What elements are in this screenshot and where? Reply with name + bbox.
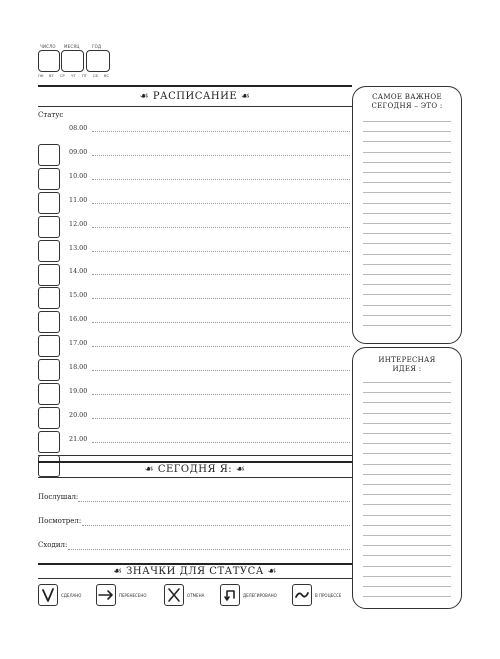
time-label: 14.00 bbox=[69, 267, 88, 276]
panel-writing-line[interactable] bbox=[363, 172, 451, 173]
panel-writing-line[interactable] bbox=[363, 545, 451, 546]
panel-writing-line[interactable] bbox=[363, 182, 451, 183]
schedule-top-rule bbox=[38, 85, 352, 87]
schedule-entry-line[interactable] bbox=[92, 346, 350, 347]
schedule-entry-line[interactable] bbox=[92, 394, 350, 395]
listened-line[interactable] bbox=[78, 501, 350, 502]
panel-writing-line[interactable] bbox=[363, 566, 451, 567]
delegate-icon bbox=[220, 584, 240, 606]
panel-writing-line[interactable] bbox=[363, 294, 451, 295]
panel-writing-line[interactable] bbox=[363, 423, 451, 424]
important-title-line1: САМОЕ ВАЖНОЕ bbox=[372, 93, 442, 101]
panel-writing-line[interactable] bbox=[363, 525, 451, 526]
panel-writing-line[interactable] bbox=[363, 192, 451, 193]
legend-in-progress-label: В ПРОЦЕССЕ bbox=[315, 593, 342, 598]
weekday-wed[interactable]: СР bbox=[60, 74, 65, 78]
legend-done-label: СДЕЛАНО bbox=[61, 593, 82, 598]
idea-title-line2: ИДЕЯ : bbox=[392, 365, 422, 373]
panel-writing-line[interactable] bbox=[363, 254, 451, 255]
status-box[interactable] bbox=[38, 359, 60, 381]
status-box[interactable] bbox=[38, 287, 60, 309]
status-box[interactable] bbox=[38, 335, 60, 357]
panel-writing-line[interactable] bbox=[363, 515, 451, 516]
schedule-entry-line[interactable] bbox=[92, 274, 350, 275]
legend-delegated-label: ДЕЛЕГИРОВАНО bbox=[243, 593, 277, 598]
panel-writing-line[interactable] bbox=[363, 233, 451, 234]
panel-writing-line[interactable] bbox=[363, 325, 451, 326]
arrow-right-icon bbox=[96, 584, 116, 606]
date-day-box[interactable] bbox=[38, 50, 60, 72]
date-day-label: ЧИСЛО bbox=[40, 44, 56, 49]
watched-label: Посмотрел: bbox=[38, 517, 82, 525]
legend-title-rule bbox=[38, 578, 352, 579]
weekday-tue[interactable]: ВТ bbox=[49, 74, 54, 78]
panel-writing-line[interactable] bbox=[363, 413, 451, 414]
date-month-label: МЕСЯЦ bbox=[64, 44, 80, 49]
idea-title bbox=[353, 356, 461, 374]
status-box[interactable] bbox=[38, 407, 60, 429]
today-title bbox=[38, 464, 352, 475]
schedule-entry-line[interactable] bbox=[92, 418, 350, 419]
time-label: 20.00 bbox=[69, 410, 88, 419]
went-label: Сходил: bbox=[38, 541, 68, 549]
status-box[interactable] bbox=[38, 240, 60, 262]
weekday-sun[interactable]: ВС bbox=[104, 74, 109, 78]
idea-title-line1: ИНТЕРЕСНАЯ bbox=[378, 356, 436, 364]
panel-writing-line[interactable] bbox=[363, 392, 451, 393]
status-box[interactable] bbox=[38, 311, 60, 333]
swirl-icon: ☙ bbox=[267, 566, 277, 577]
date-month-box[interactable] bbox=[61, 50, 84, 72]
panel-writing-line[interactable] bbox=[363, 315, 451, 316]
time-label: 09.00 bbox=[69, 147, 88, 156]
panel-writing-line[interactable] bbox=[363, 284, 451, 285]
swirl-icon: ☙ bbox=[144, 464, 155, 475]
panel-writing-line[interactable] bbox=[363, 274, 451, 275]
swirl-icon: ☙ bbox=[235, 464, 246, 475]
panel-writing-line[interactable] bbox=[363, 152, 451, 153]
schedule-entry-line[interactable] bbox=[92, 155, 350, 156]
schedule-bottom-rule bbox=[38, 455, 352, 456]
panel-writing-line[interactable] bbox=[363, 121, 451, 122]
panel-writing-line[interactable] bbox=[363, 213, 451, 214]
schedule-title-text: РАСПИСАНИЕ bbox=[152, 91, 238, 102]
swirl-icon: ☙ bbox=[113, 566, 123, 577]
legend-title-text: ЗНАЧКИ ДЛЯ СТАТУСА bbox=[126, 566, 264, 577]
status-box[interactable] bbox=[38, 216, 60, 238]
check-icon bbox=[38, 584, 58, 606]
time-label: 11.00 bbox=[69, 195, 88, 204]
schedule-entry-line[interactable] bbox=[92, 227, 350, 228]
important-title bbox=[353, 93, 461, 111]
panel-writing-line[interactable] bbox=[363, 131, 451, 132]
panel-writing-line[interactable] bbox=[363, 382, 451, 383]
time-label: 10.00 bbox=[69, 171, 88, 180]
panel-writing-line[interactable] bbox=[363, 576, 451, 577]
panel-writing-line[interactable] bbox=[363, 596, 451, 597]
listened-label: Послушал: bbox=[38, 493, 79, 501]
schedule-entry-line[interactable] bbox=[92, 203, 350, 204]
status-box[interactable] bbox=[38, 264, 60, 286]
time-label: 13.00 bbox=[69, 243, 88, 252]
panel-writing-line[interactable] bbox=[363, 484, 451, 485]
time-label: 12.00 bbox=[69, 219, 88, 228]
swirl-icon: ☙ bbox=[240, 91, 251, 102]
weekday-fri[interactable]: ПТ bbox=[82, 74, 87, 78]
important-panel bbox=[352, 86, 462, 344]
panel-writing-line[interactable] bbox=[363, 433, 451, 434]
time-label: 21.00 bbox=[69, 434, 88, 443]
legend-moved-label: ПЕРЕНЕСЕНО bbox=[119, 593, 147, 598]
time-label: 19.00 bbox=[69, 386, 88, 395]
went-line[interactable] bbox=[68, 549, 350, 550]
status-column-label: Статус bbox=[38, 111, 64, 119]
time-label: 15.00 bbox=[69, 291, 88, 300]
panel-writing-line[interactable] bbox=[363, 443, 451, 444]
status-box[interactable] bbox=[38, 168, 60, 190]
schedule-entry-line[interactable] bbox=[92, 251, 350, 252]
legend-title bbox=[38, 566, 352, 577]
time-label: 18.00 bbox=[69, 363, 88, 371]
panel-writing-line[interactable] bbox=[363, 453, 451, 454]
swirl-icon: ☙ bbox=[139, 91, 150, 102]
important-title-line2: СЕГОДНЯ – ЭТО : bbox=[371, 102, 443, 110]
panel-writing-line[interactable] bbox=[363, 162, 451, 163]
schedule-entry-line[interactable] bbox=[92, 370, 350, 371]
legend-cancel-label: ОТМЕНА bbox=[187, 593, 205, 598]
schedule-entry-line[interactable] bbox=[92, 131, 350, 132]
weekday-mon[interactable]: ПН bbox=[38, 74, 44, 78]
legend-top-rule bbox=[38, 563, 352, 565]
cross-icon bbox=[164, 584, 184, 606]
panel-writing-line[interactable] bbox=[363, 223, 451, 224]
schedule-title bbox=[38, 91, 352, 102]
panel-writing-line[interactable] bbox=[363, 586, 451, 587]
panel-writing-line[interactable] bbox=[363, 305, 451, 306]
panel-writing-line[interactable] bbox=[363, 141, 451, 142]
weekday-sat[interactable]: СБ bbox=[93, 74, 98, 78]
today-top-rule bbox=[38, 461, 352, 463]
watched-line[interactable] bbox=[82, 525, 350, 526]
panel-writing-line[interactable] bbox=[363, 264, 451, 265]
time-label: 17.00 bbox=[69, 339, 88, 348]
weekday-thu[interactable]: ЧТ bbox=[71, 74, 76, 78]
status-box[interactable] bbox=[38, 431, 60, 453]
status-box[interactable] bbox=[38, 144, 60, 166]
panel-writing-line[interactable] bbox=[363, 555, 451, 556]
today-title-rule bbox=[38, 477, 352, 478]
tilde-icon bbox=[292, 584, 312, 606]
panel-writing-line[interactable] bbox=[363, 243, 451, 244]
date-year-label: ГОД bbox=[92, 44, 102, 49]
schedule-entry-line[interactable] bbox=[92, 442, 350, 443]
schedule-entry-line[interactable] bbox=[92, 179, 350, 180]
panel-writing-line[interactable] bbox=[363, 504, 451, 505]
panel-writing-line[interactable] bbox=[363, 494, 451, 495]
idea-panel bbox=[352, 347, 462, 609]
date-year-box[interactable] bbox=[86, 50, 110, 72]
time-label: 16.00 bbox=[69, 315, 88, 324]
status-box[interactable] bbox=[38, 192, 60, 214]
schedule-entry-line[interactable] bbox=[92, 298, 350, 299]
panel-writing-line[interactable] bbox=[363, 203, 451, 204]
schedule-entry-line[interactable] bbox=[92, 322, 350, 323]
panel-writing-line[interactable] bbox=[363, 535, 451, 536]
status-box[interactable] bbox=[38, 383, 60, 405]
panel-writing-line[interactable] bbox=[363, 464, 451, 465]
today-title-text: СЕГОДНЯ Я: bbox=[157, 464, 233, 475]
panel-writing-line[interactable] bbox=[363, 402, 451, 403]
schedule-title-rule bbox=[38, 106, 352, 107]
time-label: 08.00 bbox=[69, 124, 88, 132]
panel-writing-line[interactable] bbox=[363, 474, 451, 475]
